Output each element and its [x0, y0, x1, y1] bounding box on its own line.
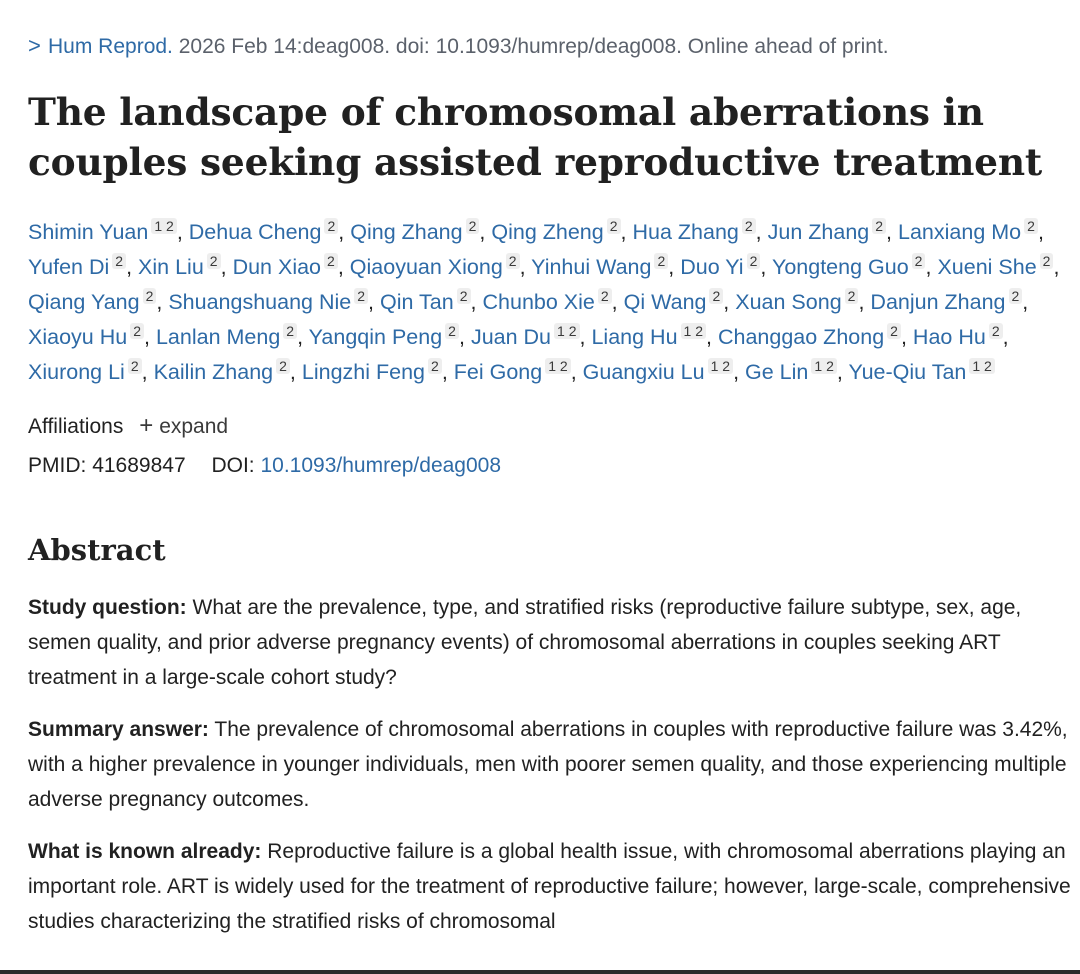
- affiliation-number[interactable]: 2: [598, 288, 612, 304]
- affiliations-label: Affiliations: [28, 415, 124, 438]
- article-content: [28, 30, 1080, 939]
- affiliation-number[interactable]: 1 2: [681, 323, 706, 339]
- affiliation-number[interactable]: 1 2: [545, 358, 570, 374]
- affiliation-number[interactable]: 2: [1009, 288, 1023, 304]
- affiliation-number[interactable]: 2: [506, 253, 520, 269]
- expand-affiliations-button[interactable]: [139, 412, 229, 439]
- author-item: [937, 255, 1059, 279]
- author-separator: ,: [1037, 220, 1044, 244]
- author-link[interactable]: Xiurong Li: [28, 360, 125, 384]
- author-link[interactable]: Fei Gong: [453, 360, 543, 384]
- author-link[interactable]: Jun Zhang: [767, 220, 870, 244]
- affiliation-number[interactable]: 2: [989, 323, 1003, 339]
- author-item: [735, 290, 864, 314]
- author-separator: ,: [458, 325, 465, 349]
- author-separator: ,: [570, 360, 577, 384]
- author-link[interactable]: Yinhui Wang: [531, 255, 652, 279]
- abstract-known-already: [28, 834, 1078, 939]
- author-link[interactable]: Dehua Cheng: [188, 220, 322, 244]
- author-link[interactable]: Yue-Qiu Tan: [848, 360, 967, 384]
- author-separator: ,: [858, 290, 865, 314]
- author-item: [898, 220, 1044, 244]
- bottom-border: [0, 970, 1080, 974]
- identifiers-row: [28, 452, 1080, 480]
- affiliation-number[interactable]: 2: [128, 358, 142, 374]
- affiliation-number[interactable]: 2: [445, 323, 459, 339]
- affiliation-number[interactable]: 2: [747, 253, 761, 269]
- section-text: Reproductive failure is a global health issue, with chromosomal aberrations playing an important role. ART is widely used for the treatment of reproductive failure; however, large-scale, comprehensive studies characterizing the stratified risks of chromosomal: [28, 840, 1071, 933]
- author-item: [350, 220, 485, 244]
- author-item: [483, 290, 618, 314]
- author-item: [745, 360, 843, 384]
- affiliation-number[interactable]: 1 2: [708, 358, 733, 374]
- affiliation-number[interactable]: 1 2: [151, 218, 176, 234]
- author-item: [28, 255, 132, 279]
- author-item: [28, 290, 162, 314]
- author-separator: ,: [519, 255, 526, 279]
- author-separator: ,: [755, 220, 762, 244]
- author-link[interactable]: Lanxiang Mo: [898, 220, 1022, 244]
- author-separator: ,: [141, 360, 148, 384]
- affiliation-number[interactable]: 2: [887, 323, 901, 339]
- abstract-heading: Abstract: [28, 533, 166, 567]
- author-item: [624, 290, 730, 314]
- author-item: [189, 220, 344, 244]
- author-item: [28, 325, 150, 349]
- author-item: [168, 290, 374, 314]
- author-separator: ,: [297, 325, 304, 349]
- author-item: [531, 255, 674, 279]
- author-separator: ,: [126, 255, 133, 279]
- affiliation-number[interactable]: 2: [872, 218, 886, 234]
- author-link[interactable]: Yongteng Guo: [771, 255, 909, 279]
- author-link[interactable]: Xueni She: [937, 255, 1037, 279]
- author-separator: ,: [579, 325, 586, 349]
- author-separator: ,: [441, 360, 448, 384]
- chevron-right-icon[interactable]: >: [28, 33, 41, 58]
- author-link[interactable]: Lingzhi Feng: [301, 360, 426, 384]
- author-separator: ,: [620, 220, 627, 244]
- pmid-label: PMID:: [28, 454, 87, 477]
- author-link[interactable]: Juan Du: [470, 325, 552, 349]
- author-link[interactable]: Xiaoyu Hu: [28, 325, 128, 349]
- author-link[interactable]: Xin Liu: [138, 255, 204, 279]
- author-item: [768, 220, 892, 244]
- author-link[interactable]: Shimin Yuan: [28, 220, 149, 244]
- affiliation-number[interactable]: 2: [276, 358, 290, 374]
- citation-details: 2026 Feb 14:deag008. doi: 10.1093/humrep/deag008. Online ahead of print.: [172, 35, 889, 58]
- author-separator: ,: [611, 290, 618, 314]
- author-link[interactable]: Ge Lin: [745, 360, 809, 384]
- author-item: [233, 255, 344, 279]
- author-item: [138, 255, 227, 279]
- author-item: [491, 220, 626, 244]
- author-link[interactable]: Changgao Zhong: [717, 325, 885, 349]
- pmid-value: 41689847: [92, 454, 186, 477]
- author-separator: ,: [900, 325, 907, 349]
- affiliation-number[interactable]: 2: [143, 288, 157, 304]
- affiliation-number[interactable]: 2: [845, 288, 859, 304]
- author-link[interactable]: Qing Zheng: [491, 220, 604, 244]
- author-link[interactable]: Qi Wang: [623, 290, 707, 314]
- author-separator: ,: [1053, 255, 1060, 279]
- affiliation-number[interactable]: 2: [428, 358, 442, 374]
- author-separator: ,: [668, 255, 675, 279]
- author-link[interactable]: Liang Hu: [591, 325, 678, 349]
- author-link[interactable]: Hua Zhang: [632, 220, 739, 244]
- affiliation-number[interactable]: 1 2: [969, 358, 994, 374]
- author-separator: ,: [836, 360, 843, 384]
- author-link[interactable]: Xuan Song: [735, 290, 842, 314]
- section-label: What is known already:: [28, 840, 262, 863]
- page-title: The landscape of chromosomal aberrations in couples seeking assisted reproductive treatment: [28, 90, 1043, 184]
- affiliation-number[interactable]: 2: [130, 323, 144, 339]
- author-item: [772, 255, 931, 279]
- affiliation-number[interactable]: 2: [742, 218, 756, 234]
- author-link[interactable]: Qiaoyuan Xiong: [349, 255, 503, 279]
- author-item: [28, 360, 148, 384]
- author-separator: ,: [338, 220, 345, 244]
- author-separator: ,: [337, 255, 344, 279]
- author-link[interactable]: Chunbo Xie: [482, 290, 595, 314]
- affiliation-number[interactable]: 2: [1040, 253, 1054, 269]
- author-item: [632, 220, 761, 244]
- affiliation-number[interactable]: 2: [457, 288, 471, 304]
- author-item: [454, 360, 577, 384]
- author-separator: ,: [1002, 325, 1009, 349]
- abstract-study-question: [28, 590, 1078, 695]
- affiliation-number[interactable]: 2: [324, 218, 338, 234]
- affiliation-number[interactable]: 1 2: [811, 358, 836, 374]
- author-item: [870, 290, 1028, 314]
- author-separator: ,: [144, 325, 150, 349]
- abstract-summary-answer: [28, 712, 1078, 817]
- affiliation-number[interactable]: 2: [112, 253, 126, 269]
- journal-link[interactable]: Hum Reprod.: [48, 35, 173, 58]
- expand-label: expand: [159, 415, 229, 438]
- affiliation-number[interactable]: 2: [912, 253, 926, 269]
- affiliation-number[interactable]: 1 2: [554, 323, 579, 339]
- affiliation-number[interactable]: 2: [324, 253, 338, 269]
- author-separator: ,: [156, 290, 163, 314]
- author-link[interactable]: Yangqin Peng: [308, 325, 443, 349]
- author-list: [28, 215, 1073, 390]
- section-label: Summary answer:: [28, 718, 209, 741]
- author-link[interactable]: Dun Xiao: [232, 255, 322, 279]
- author-item: [680, 255, 766, 279]
- author-item: [848, 360, 994, 384]
- author-link[interactable]: Qin Tan: [380, 290, 454, 314]
- affiliations-row: [28, 412, 1080, 441]
- author-link[interactable]: Hao Hu: [912, 325, 986, 349]
- affiliation-number[interactable]: 2: [1024, 218, 1038, 234]
- author-separator: ,: [176, 220, 183, 244]
- author-link[interactable]: Duo Yi: [680, 255, 744, 279]
- author-item: [471, 325, 586, 349]
- author-item: [350, 255, 526, 279]
- doi-label: DOI:: [211, 454, 255, 477]
- author-link[interactable]: Kailin Zhang: [153, 360, 274, 384]
- affiliation-number[interactable]: 2: [709, 288, 723, 304]
- author-separator: ,: [733, 360, 740, 384]
- section-text: What are the prevalence, type, and stratified risks (reproductive failure subtype, sex, age, semen quality, and prior adverse pregnancy events) of chromosomal aberrations in couples seeking ART treatment in a large-scale cohort study?: [28, 596, 1022, 689]
- author-link[interactable]: Yufen Di: [28, 255, 110, 279]
- author-link[interactable]: Danjun Zhang: [870, 290, 1006, 314]
- author-separator: ,: [706, 325, 712, 349]
- author-link[interactable]: Shuangshuang Nie: [168, 290, 352, 314]
- author-item: [913, 325, 1009, 349]
- affiliation-number[interactable]: 2: [607, 218, 621, 234]
- affiliation-number[interactable]: 2: [207, 253, 221, 269]
- author-item: [28, 220, 183, 244]
- author-link[interactable]: Qing Zhang: [350, 220, 463, 244]
- author-link[interactable]: Lanlan Meng: [155, 325, 281, 349]
- author-item: [380, 290, 477, 314]
- author-item: [154, 360, 296, 384]
- author-separator: ,: [368, 290, 375, 314]
- plus-icon: +: [139, 412, 154, 439]
- author-link[interactable]: Guangxiu Lu: [582, 360, 705, 384]
- author-item: [718, 325, 907, 349]
- author-separator: ,: [220, 255, 227, 279]
- author-separator: ,: [723, 290, 730, 314]
- author-item: [309, 325, 465, 349]
- author-separator: ,: [470, 290, 477, 314]
- author-separator: ,: [1022, 290, 1029, 314]
- author-item: [591, 325, 712, 349]
- section-label: Study question:: [28, 596, 187, 619]
- author-separator: ,: [886, 220, 893, 244]
- affiliation-number[interactable]: 2: [283, 323, 297, 339]
- author-item: [583, 360, 739, 384]
- affiliation-number[interactable]: 2: [354, 288, 368, 304]
- author-separator: ,: [760, 255, 767, 279]
- doi-link[interactable]: 10.1093/humrep/deag008: [260, 454, 502, 477]
- author-separator: ,: [925, 255, 932, 279]
- author-separator: ,: [479, 220, 486, 244]
- section-text: The prevalence of chromosomal aberrations in couples with reproductive failure was 3.42%, with a higher prevalence in younger individuals, men with poorer semen quality, and those experiencing multiple adverse pregnancy outcomes.: [28, 718, 1068, 811]
- affiliation-number[interactable]: 2: [654, 253, 668, 269]
- author-separator: ,: [289, 360, 296, 384]
- author-item: [156, 325, 303, 349]
- author-link[interactable]: Qiang Yang: [28, 290, 140, 314]
- affiliation-number[interactable]: 2: [466, 218, 480, 234]
- citation-line: [28, 30, 1080, 63]
- author-item: [302, 360, 448, 384]
